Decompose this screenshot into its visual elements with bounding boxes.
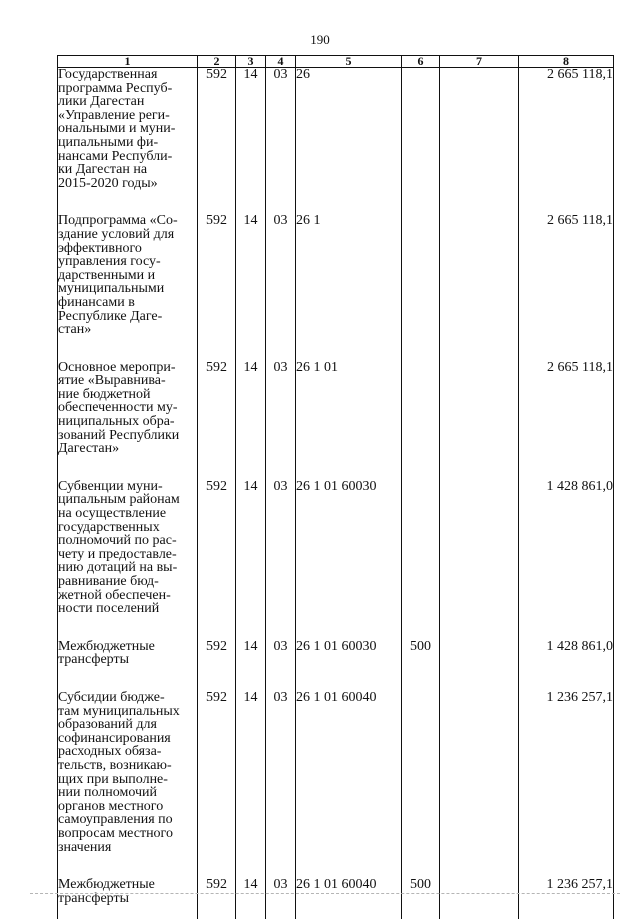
column-2-value: 592: [198, 68, 236, 215]
row-name-line: трансферты: [58, 892, 197, 906]
row-name-line: Межбюджетные: [58, 640, 197, 654]
column-8-amount: 1 428 861,0: [519, 640, 614, 691]
column-7-value: [440, 878, 519, 905]
row-name-line: ние бюджетной: [58, 388, 197, 402]
row-name-line: здание условий для: [58, 228, 197, 242]
column-header-1: 1: [58, 56, 198, 68]
column-2-value: 592: [198, 691, 236, 878]
row-name-line: зований Республики: [58, 429, 197, 443]
table-row: [58, 480, 614, 640]
row-name-line: 2015-2020 годы»: [58, 177, 197, 191]
column-2-value: 592: [198, 480, 236, 640]
column-2-value: 592: [198, 878, 236, 905]
column-3-value: 14: [236, 691, 266, 878]
row-name-line: ятие «Выравнива-: [58, 374, 197, 388]
column-7-value: [440, 214, 519, 360]
row-name-cell: [58, 361, 198, 480]
budget-table-container: [57, 55, 613, 833]
empty-cell: [402, 905, 440, 919]
column-4-value: 03: [266, 214, 296, 360]
column-header-5: 5: [296, 56, 402, 68]
column-4-value: 03: [266, 68, 296, 215]
column-4-value: 03: [266, 878, 296, 905]
empty-cell: [296, 905, 402, 919]
column-5-code: 26 1: [296, 214, 402, 360]
column-2-value: 592: [198, 640, 236, 691]
column-header-6: 6: [402, 56, 440, 68]
row-name-line: Межбюджетные: [58, 878, 197, 892]
column-header-4: 4: [266, 56, 296, 68]
row-name-line: образований для: [58, 718, 197, 732]
row-name-line: значения: [58, 841, 197, 855]
row-name-line: вопросам местного: [58, 827, 197, 841]
row-name-line: на осуществление: [58, 507, 197, 521]
row-name-line: Государственная: [58, 68, 197, 82]
row-name-line: тельств, возникаю-: [58, 759, 197, 773]
row-name-cell: [58, 68, 198, 215]
column-5-code: 26 1 01: [296, 361, 402, 480]
column-2-value: 592: [198, 214, 236, 360]
empty-cell: [198, 905, 236, 919]
row-name-line: самоуправления по: [58, 813, 197, 827]
row-name-line: равнивание бюд-: [58, 575, 197, 589]
row-name-line: муниципальными: [58, 282, 197, 296]
column-7-value: [440, 480, 519, 640]
row-name-line: софинансирования: [58, 732, 197, 746]
row-name-line: нию дотаций на вы-: [58, 561, 197, 575]
row-name-line: государственных: [58, 521, 197, 535]
column-4-value: 03: [266, 480, 296, 640]
row-name-line: Дагестан»: [58, 442, 197, 456]
column-7-value: [440, 361, 519, 480]
column-3-value: 14: [236, 68, 266, 215]
column-7-value: [440, 691, 519, 878]
table-trailing-space: [58, 905, 614, 919]
column-8-amount: 1 236 257,1: [519, 878, 614, 905]
row-name-line: там муниципальных: [58, 705, 197, 719]
column-2-value: 592: [198, 361, 236, 480]
column-5-code: 26 1 01 60040: [296, 691, 402, 878]
row-name-line: расходных обяза-: [58, 745, 197, 759]
row-name-line: органов местного: [58, 800, 197, 814]
row-name-line: Субвенции муни-: [58, 480, 197, 494]
page-number: 190: [0, 32, 640, 48]
column-header-8: 8: [519, 56, 614, 68]
budget-table: [57, 55, 614, 919]
row-name-line: Субсидии бюдже-: [58, 691, 197, 705]
row-name-cell: [58, 640, 198, 691]
empty-cell: [440, 905, 519, 919]
column-8-amount: 2 665 118,1: [519, 68, 614, 215]
row-name-line: чету и предоставле-: [58, 548, 197, 562]
row-name-line: управления госу-: [58, 255, 197, 269]
table-row: [58, 878, 614, 905]
row-name-line: лики Дагестан: [58, 95, 197, 109]
row-name-line: финансами в: [58, 296, 197, 310]
row-name-line: «Управление реги-: [58, 109, 197, 123]
column-4-value: 03: [266, 691, 296, 878]
row-name-cell: [58, 480, 198, 640]
column-header-7: 7: [440, 56, 519, 68]
row-name-line: Основное меропри-: [58, 361, 197, 375]
column-header-3: 3: [236, 56, 266, 68]
row-name-line: стан»: [58, 323, 197, 337]
column-4-value: 03: [266, 361, 296, 480]
column-4-value: 03: [266, 640, 296, 691]
column-5-code: 26: [296, 68, 402, 215]
row-name-line: Республике Даге-: [58, 310, 197, 324]
row-name-line: щих при выполне-: [58, 773, 197, 787]
row-name-line: Подпрограмма «Со-: [58, 214, 197, 228]
column-6-value: [402, 361, 440, 480]
column-6-value: [402, 214, 440, 360]
empty-cell: [519, 905, 614, 919]
row-name-line: нансами Республи-: [58, 150, 197, 164]
row-name-line: ципальными фи-: [58, 136, 197, 150]
column-3-value: 14: [236, 878, 266, 905]
row-name-line: трансферты: [58, 653, 197, 667]
row-name-line: ональными и муни-: [58, 122, 197, 136]
column-7-value: [440, 640, 519, 691]
column-3-value: 14: [236, 640, 266, 691]
row-name-line: обеспеченности му-: [58, 401, 197, 415]
column-5-code: 26 1 01 60040: [296, 878, 402, 905]
row-name-line: эффективного: [58, 242, 197, 256]
row-name-cell: [58, 691, 198, 878]
column-6-value: [402, 68, 440, 215]
row-name-line: полномочий по рас-: [58, 534, 197, 548]
column-3-value: 14: [236, 361, 266, 480]
empty-cell: [236, 905, 266, 919]
column-6-value: 500: [402, 878, 440, 905]
column-3-value: 14: [236, 214, 266, 360]
row-name-line: ности поселений: [58, 602, 197, 616]
column-8-amount: 2 665 118,1: [519, 361, 614, 480]
column-8-amount: 2 665 118,1: [519, 214, 614, 360]
table-header-row: [58, 56, 614, 68]
page-bottom-rule: [30, 893, 620, 894]
table-row: [58, 640, 614, 691]
row-name-line: программа Респуб-: [58, 82, 197, 96]
column-header-2: 2: [198, 56, 236, 68]
column-6-value: [402, 691, 440, 878]
table-body: [58, 68, 614, 919]
empty-cell: [266, 905, 296, 919]
row-name-line: ки Дагестан на: [58, 163, 197, 177]
column-8-amount: 1 428 861,0: [519, 480, 614, 640]
column-7-value: [440, 68, 519, 215]
row-name-line: нии полномочий: [58, 786, 197, 800]
row-name-line: жетной обеспечен-: [58, 589, 197, 603]
row-name-cell: [58, 214, 198, 360]
row-name-line: дарственными и: [58, 269, 197, 283]
table-row: [58, 691, 614, 878]
column-8-amount: 1 236 257,1: [519, 691, 614, 878]
row-name-line: ниципальных обра-: [58, 415, 197, 429]
column-5-code: 26 1 01 60030: [296, 480, 402, 640]
column-6-value: 500: [402, 640, 440, 691]
column-6-value: [402, 480, 440, 640]
column-5-code: 26 1 01 60030: [296, 640, 402, 691]
row-name-line: ципальным районам: [58, 493, 197, 507]
row-name-cell: [58, 878, 198, 905]
empty-cell: [58, 905, 198, 919]
table-row: [58, 214, 614, 360]
table-row: [58, 361, 614, 480]
table-row: [58, 68, 614, 215]
column-3-value: 14: [236, 480, 266, 640]
